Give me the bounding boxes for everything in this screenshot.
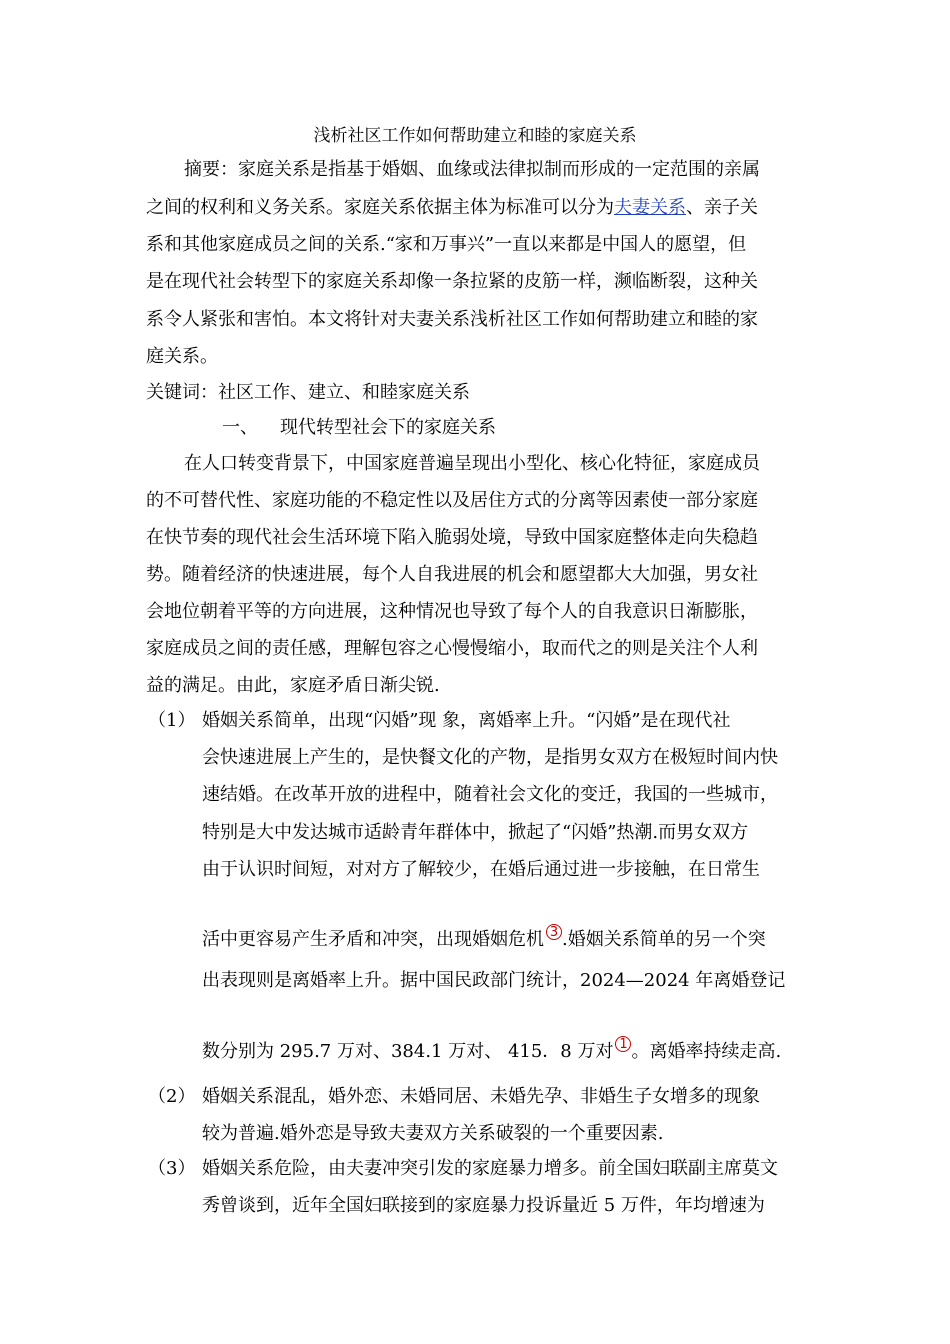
- list-item-line: [202, 1036, 781, 1064]
- list-item-line: 特别是大中发达城市适龄青年群体中，掀起了“闪婚”热潮.而男女双方: [202, 822, 749, 843]
- paragraph-line: 益的满足。由此，家庭矛盾日渐尖锐.: [146, 675, 440, 696]
- list-item-line: 会快速进展上产生的，是快餐文化的产物，是指男女双方在极短时间内快: [202, 747, 778, 768]
- spouse-relation-link[interactable]: 夫妻关系: [614, 197, 686, 218]
- paragraph-line: 在快节奏的现代社会生活环境下陷入脆弱处境，导致中国家庭整体走向失稳趋: [146, 527, 758, 548]
- footnote-ref-3[interactable]: 3: [546, 924, 562, 940]
- list-item-line: 较为普遍.婚外恋是导致夫妻双方关系破裂的一个重要因素.: [202, 1123, 664, 1144]
- abstract-line: 系和其他家庭成员之间的关系.“家和万事兴”一直以来都是中国人的愿望，但: [146, 234, 747, 255]
- list-item-line: [202, 924, 766, 952]
- list-item-text: 。离婚率持续走高.: [631, 1041, 782, 1062]
- list-number: （1）: [148, 710, 196, 731]
- section-heading: 现代转型社会下的家庭关系: [280, 417, 496, 438]
- document-title: 浅析社区工作如何帮助建立和睦的家庭关系: [313, 126, 637, 146]
- abstract-line: 是在现代社会转型下的家庭关系却像一条拉紧的皮筋一样，濒临断裂，这种关: [146, 271, 758, 292]
- paragraph-line: 的不可替代性、家庭功能的不稳定性以及居住方式的分离等因素使一部分家庭: [146, 490, 758, 511]
- abstract-line: 摘要：家庭关系是指基于婚姻、血缘或法律拟制而形成的一定范围的亲属: [184, 159, 760, 180]
- paragraph-line: 会地位朝着平等的方向进展，这种情况也导致了每个人的自我意识日渐膨胀，: [146, 601, 758, 622]
- keywords: 关键词：社区工作、建立、和睦家庭关系: [146, 382, 470, 403]
- list-item-line: 出表现则是离婚率上升。据中国民政部门统计，2024—2024 年离婚登记: [202, 970, 786, 991]
- abstract-line: 系令人紧张和害怕。本文将针对夫妻关系浅析社区工作如何帮助建立和睦的家: [146, 309, 758, 330]
- list-item-line: 秀曾谈到，近年全国妇联接到的家庭暴力投诉量近 5 万件，年均增速为: [202, 1195, 765, 1216]
- paragraph-line: 在人口转变背景下，中国家庭普遍呈现出小型化、核心化特征，家庭成员: [184, 453, 760, 474]
- list-item-text: .婚姻关系简单的另一个突: [562, 929, 766, 950]
- list-item-text: 活中更容易产生矛盾和冲突，出现婚姻危机: [202, 929, 544, 950]
- footnote-ref-1[interactable]: 1: [615, 1036, 631, 1052]
- list-item-line: 由于认识时间短，对对方了解较少，在婚后通过进一步接触，在日常生: [202, 859, 760, 880]
- list-item-text: 数分别为 295.7 万对、384.1 万对、 415．8 万对: [202, 1041, 614, 1062]
- list-item-line: 婚姻关系混乱，婚外恋、未婚同居、未婚先孕、非婚生子女增多的现象: [202, 1086, 760, 1107]
- abstract-text: 之间的权利和义务关系。家庭关系依据主体为标准可以分为: [146, 197, 614, 218]
- list-item-line: 速结婚。在改革开放的进程中，随着社会文化的变迁，我国的一些城市，: [202, 784, 778, 805]
- abstract-line: [146, 196, 758, 220]
- list-number: （2）: [148, 1086, 196, 1107]
- abstract-line: 庭关系。: [146, 346, 218, 367]
- paragraph-line: 家庭成员之间的责任感，理解包容之心慢慢缩小，取而代之的则是关注个人利: [146, 638, 758, 659]
- list-item-line: 婚姻关系危险，由夫妻冲突引发的家庭暴力增多。前全国妇联副主席莫文: [202, 1158, 778, 1179]
- paragraph-line: 势。随着经济的快速进展，每个人自我进展的机会和愿望都大大加强，男女社: [146, 564, 758, 585]
- list-number: （3）: [148, 1158, 196, 1179]
- abstract-text: 、亲子关: [686, 197, 758, 218]
- list-item-line: 婚姻关系简单，出现“闪婚”现 象，离婚率上升。“闪婚”是在现代社: [202, 710, 731, 731]
- section-number: 一、: [222, 417, 258, 438]
